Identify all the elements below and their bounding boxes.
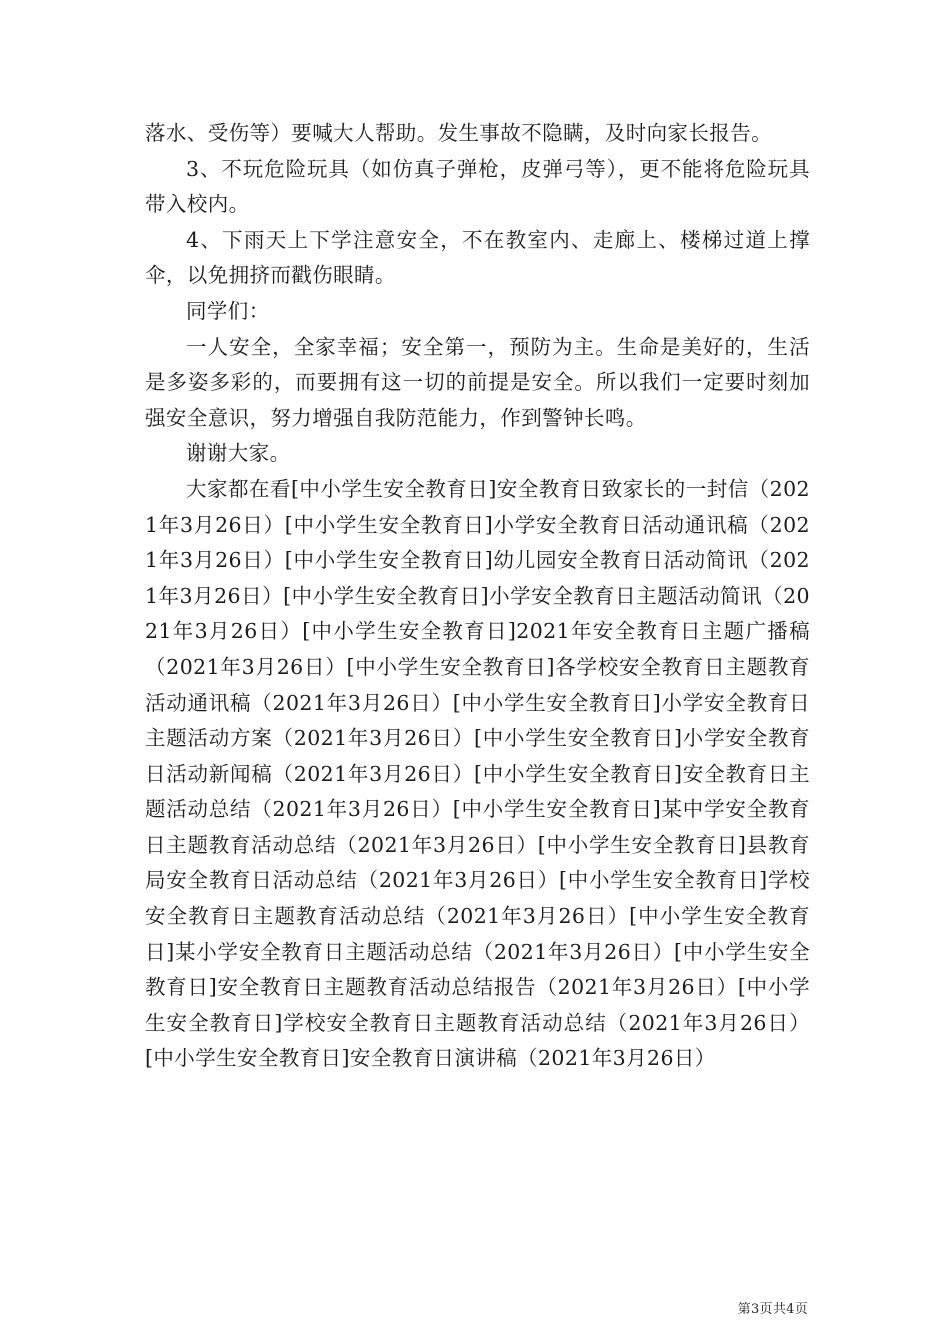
paragraph-salutation: 同学们： xyxy=(186,298,270,323)
paragraph-continuation: 落水、受伤等）要喊大人帮助。发生事故不隐瞒，及时向家长报告。 xyxy=(145,121,772,145)
paragraph-closing: 一人安全，全家幸福；安全第一，预防为主。生命是美好的，生活是多姿多彩的，而要拥有这一切的前提是安全。所以我们一定要时刻加强安全意识，努力增强自我防范能力，作到警钟长鸣。 xyxy=(145,334,810,430)
paragraph-rule-3: 3、不玩危险玩具（如仿真子弹枪，皮弹弓等），更不能将危险玩具带入校内。 xyxy=(145,156,810,217)
document-body xyxy=(145,116,810,1077)
paragraph-thanks: 谢谢大家。 xyxy=(186,441,291,466)
page-number: 第3页共4页 xyxy=(737,1302,808,1317)
paragraph-rule-4: 4、下雨天上下学注意安全，不在教室内、走廊上、楼梯过道上撑伞，以免拥挤而戳伤眼睛。 xyxy=(145,227,810,288)
paragraph-related-articles: 大家都在看[中小学生安全教育日]安全教育日致家长的一封信（2021年3月26日）[中小学生安全教育日]小学安全教育日活动通讯稿（2021年3月26日）[中小学生安全教育日]幼儿园安全教育日活动简讯（2021年3月26日）[中小学生安全教育日]小学安全教育日主题活动简讯（2021年3月26日）[中小学生安全教育日]2021年安全教育日主题广播稿（2021年3月26日）[中小学生安全教育日]各学校安全教育日主题教育活动通讯稿（2021年3月26日）[中小学生安全教育日]小学安全教育日主题活动方案（2021年3月26日）[中小学生安全教育日]小学安全教育日活动新闻稿（2021年3月26日）[中小学生安全教育日]安全教育日主题活动总结（2021年3月26日）[中小学生安全教育日]某中学安全教育日主题教育活动总结（2021年3月26日）[中小学生安全教育日]县教育局安全教育日活动总结（2021年3月26日）[中小学生安全教育日]学校安全教育日主题教育活动总结（2021年3月26日）[中小学生安全教育日]某小学安全教育日主题活动总结（2021年3月26日）[中小学生安全教育日]安全教育日主题教育活动总结报告（2021年3月26日）[中小学生安全教育日]学校安全教育日主题教育活动总结（2021年3月26日）[中小学生安全教育日]安全教育日演讲稿（2021年3月26日） xyxy=(145,476,810,1071)
